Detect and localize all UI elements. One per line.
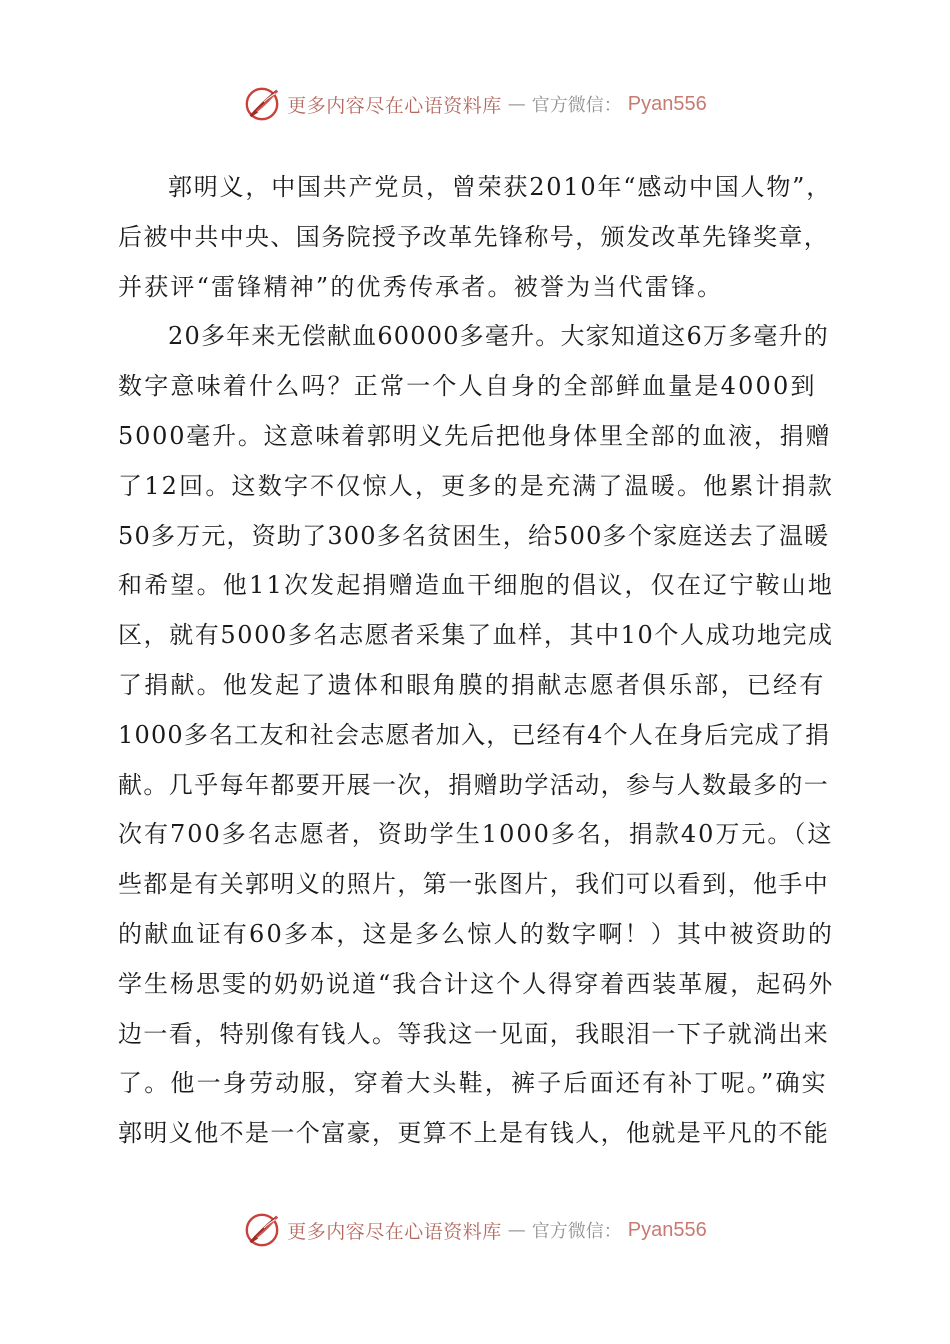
text-line: 1000多名工友和社会志愿者加入，已经有4个人在身后完成了捐 xyxy=(118,720,831,749)
banner-wechat-id: Pyan556 xyxy=(627,1218,707,1241)
banner-wechat-label: 官方微信： xyxy=(531,1221,622,1242)
text-line: 学生杨思雯的奶奶说道“我合计这个人得穿着西装革履，起码外 xyxy=(118,969,835,998)
banner-wechat-label: 官方微信： xyxy=(531,95,622,116)
header-watermark-banner xyxy=(0,82,950,126)
text-line: 数字意味着什么吗？正常一个人自身的全部鲜血量是4000到 xyxy=(118,372,817,401)
banner-main-text: 更多内容尽在心语资料库 xyxy=(287,1220,502,1243)
text-line: 郭明义他不是一个富豪，更算不上是有钱人，他就是平凡的不能 xyxy=(118,1119,830,1148)
text-line: 次有700多名志愿者，资助学生1000多名，捐款40万元。（这 xyxy=(118,820,834,849)
banner-wechat-id: Pyan556 xyxy=(627,92,707,115)
text-line: 了。他一身劳动服，穿着大头鞋，裤子后面还有补丁呢。”确实 xyxy=(118,1069,828,1098)
text-line: 5000毫升。这意味着郭明义先后把他身体里全部的血液，捐赠 xyxy=(118,421,832,450)
text-line: 郭明义，中国共产党员，曾荣获2010年“感动中国人物”， xyxy=(168,173,833,201)
text-line: 的献血证有60多本，这是多么惊人的数字啊！）其中被资助的 xyxy=(118,919,835,948)
text-line: 区，就有5000多名志愿者采集了血样，其中10个人成功地完成 xyxy=(118,621,834,650)
banner-separator: — xyxy=(507,1219,526,1241)
banner-separator: — xyxy=(507,93,526,115)
quill-pen-logo-icon xyxy=(243,85,281,123)
text-line: 献。几乎每年都要开展一次，捐赠助学活动，参与人数最多的一 xyxy=(118,770,830,799)
text-line: 和希望。他11次发起捐赠造血干细胞的倡议，仅在辽宁鞍山地 xyxy=(118,571,835,600)
quill-pen-logo-icon xyxy=(243,1211,281,1249)
text-line: 了12回。这数字不仅惊人，更多的是充满了温暖。他累计捐款 xyxy=(118,471,835,500)
text-line: 20多年来无偿献血60000多毫升。大家知道这6万多毫升的 xyxy=(168,322,829,351)
text-line: 边一看，特别像有钱人。等我这一见面，我眼泪一下子就淌出来 xyxy=(118,1019,830,1048)
footer-watermark-banner xyxy=(0,1208,950,1252)
text-line: 50多万元，资助了300多名贫困生，给500多个家庭送去了温暖 xyxy=(118,521,830,550)
document-body xyxy=(118,163,834,1159)
text-line: 后被中共中央、国务院授予改革先锋称号，颁发改革先锋奖章， xyxy=(118,222,830,251)
banner-main-text: 更多内容尽在心语资料库 xyxy=(287,94,502,117)
text-line: 些都是有关郭明义的照片，第一张图片，我们可以看到，他手中 xyxy=(118,870,830,899)
text-line: 并获评“雷锋精神”的优秀传承者。被誉为当代雷锋。 xyxy=(118,272,724,301)
text-line: 了捐献。他发起了遗体和眼角膜的捐献志愿者俱乐部，已经有 xyxy=(118,670,826,699)
